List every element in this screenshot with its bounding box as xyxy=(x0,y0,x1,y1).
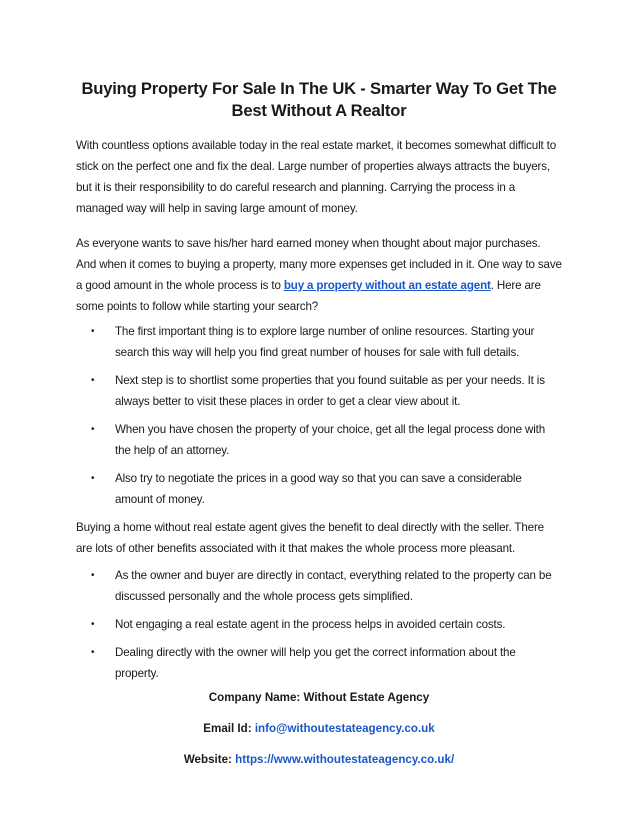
bullet-icon: • xyxy=(91,647,95,658)
email-label: Email Id: xyxy=(203,722,255,735)
list-item-text: Not engaging a real estate agent in the process helps in avoided certain costs. xyxy=(115,618,506,631)
list-item xyxy=(76,642,562,684)
list-item xyxy=(76,321,562,363)
list-item-text: As the owner and buyer are directly in contact, everything related to the property can be discussed personally and the whole process gets simplified. xyxy=(115,569,552,603)
bullet-icon: • xyxy=(91,424,95,435)
website-link[interactable]: https://www.withoutestateagency.co.uk/ xyxy=(235,753,455,766)
estate-agent-link[interactable]: buy a property without an estate agent xyxy=(283,279,491,292)
paragraph-3: Buying a home without real estate agent gives the benefit to deal directly with the seller. There are lots of other benefits associated with it that makes the whole process more pleasant. xyxy=(76,521,544,555)
paragraph-2-text-before: As everyone wants to save his/her hard earned money when thought about major purchases. And when it comes to buying a property, many more expenses get included in it. One way to save a good amount in the whole process is to xyxy=(76,237,562,292)
paragraph-2-text-after: . Here are some points to follow while starting your search? xyxy=(76,279,541,313)
list-item xyxy=(76,565,562,607)
paragraph-2 xyxy=(76,233,562,317)
list-item xyxy=(76,468,562,510)
list-item-text: Dealing directly with the owner will help you get the correct information about the property. xyxy=(115,646,516,680)
bullet-icon: • xyxy=(91,375,95,386)
bullet-icon: • xyxy=(91,570,95,581)
intro-paragraph: With countless options available today in the real estate market, it becomes somewhat difficult to stick on the perfect one and fix the deal. Large number of properties always attracts the buyers, but it is their responsibility to do careful research and planning. Carrying the process in a managed way will help in saving large amount of money. xyxy=(76,139,557,215)
email-line xyxy=(76,718,562,739)
email-link[interactable]: info@withoutestateagency.co.uk xyxy=(254,722,435,735)
list-item-text: Next step is to shortlist some properties that you found suitable as per your needs. It is always better to visit these places in order to get a clear view about it. xyxy=(115,374,545,408)
bullet-list-tips xyxy=(76,321,562,510)
list-item-text: The first important thing is to explore large number of online resources. Starting your search this way will help you find great number of houses for sale with full details. xyxy=(115,325,535,359)
bullet-list-benefits xyxy=(76,565,562,684)
document-title: Buying Property For Sale In The UK - Smarter Way To Get The Best Without A Realtor xyxy=(81,79,557,120)
list-item-text: When you have chosen the property of your choice, get all the legal process done with the help of an attorney. xyxy=(115,423,546,457)
bullet-icon: • xyxy=(91,326,95,337)
list-item xyxy=(76,614,562,635)
bullet-icon: • xyxy=(91,473,95,484)
website-label: Website: xyxy=(183,753,236,766)
list-item xyxy=(76,370,562,412)
list-item xyxy=(76,419,562,461)
website-line xyxy=(76,749,562,770)
bullet-icon: • xyxy=(91,619,95,630)
company-name: Company Name: Without Estate Agency xyxy=(208,691,430,704)
list-item-text: Also try to negotiate the prices in a good way so that you can save a considerable amount of money. xyxy=(115,472,522,506)
